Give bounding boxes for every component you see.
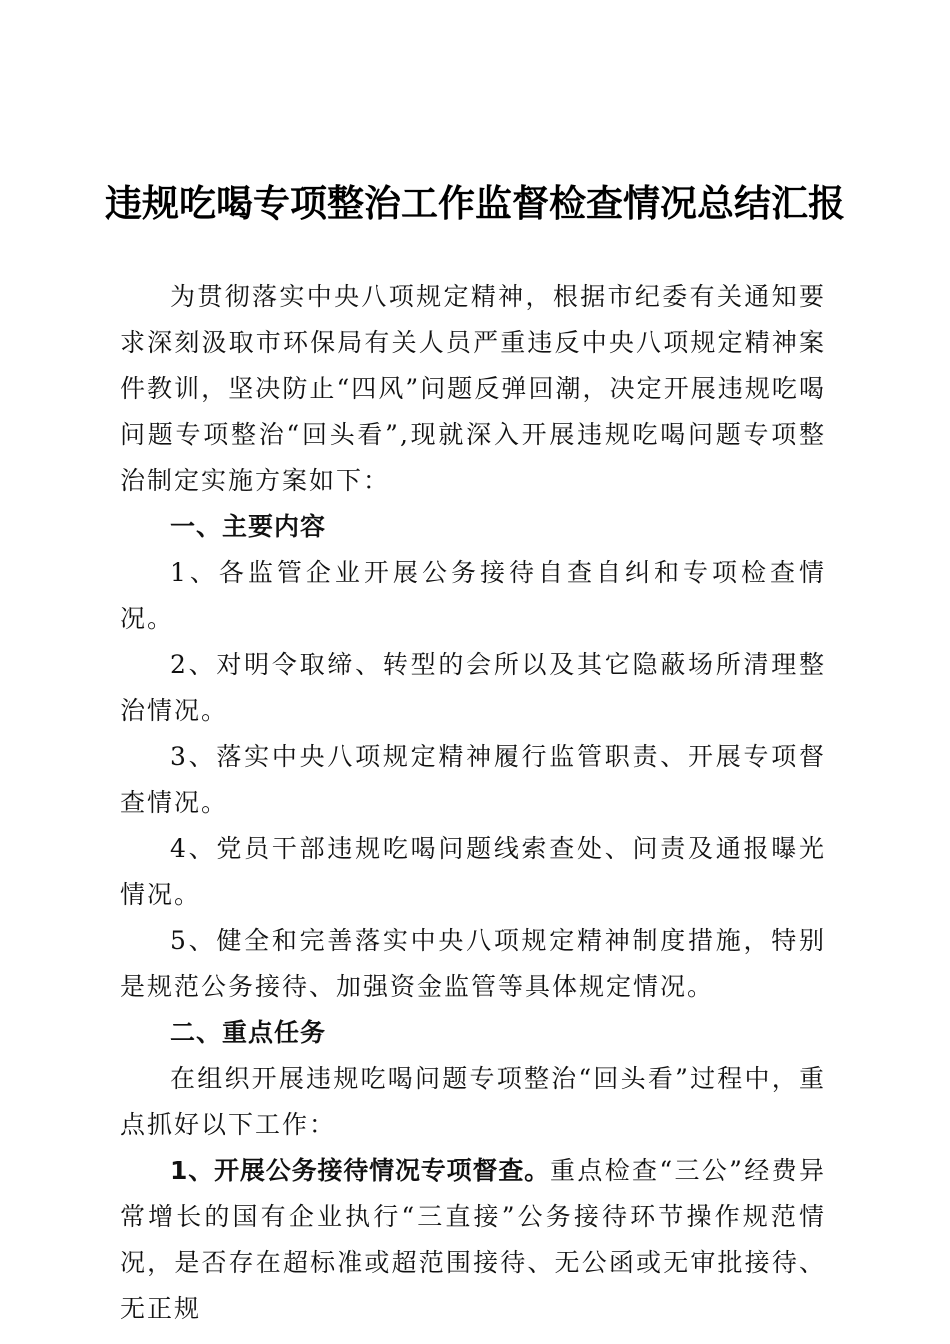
task-item-lead: 1、开展公务接待情况专项督查。: [170, 1156, 551, 1185]
section-heading-main-content: 一、主要内容: [170, 512, 327, 541]
list-item: 3、落实中央八项规定精神履行监管职责、开展专项督查情况。: [120, 742, 826, 817]
task-item-body: 重点检查“三公”经费异常增长的国有企业执行“三直接”公务接待环节操作规范情况，是否存在超标准或超范围接待、无公函或无审批接待、无正规: [120, 1156, 826, 1323]
list-item: 1、各监管企业开展公务接待自查自纠和专项检查情况。: [120, 558, 826, 633]
intro-paragraph: 为贯彻落实中央八项规定精神，根据市纪委有关通知要求深刻汲取市环保局有关人员严重违反中央八项规定精神案件教训，坚决防止“四风”问题反弹回潮，决定开展违规吃喝问题专项整治“回头看”,现就深入开展违规吃喝问题专项整治制定实施方案如下：: [120, 282, 826, 495]
list-item: 4、党员干部违规吃喝问题线索查处、问责及通报曝光情况。: [120, 834, 826, 909]
task-item-paragraph: [120, 1148, 826, 1332]
document-body: [120, 274, 826, 1332]
list-item: 2、对明令取缔、转型的会所以及其它隐蔽场所清理整治情况。: [120, 650, 826, 725]
section-heading-key-tasks: 二、重点任务: [170, 1018, 327, 1047]
document-title: 违规吃喝专项整治工作监督检查情况总结汇报: [105, 181, 845, 225]
list-item: 5、健全和完善落实中央八项规定精神制度措施，特别是规范公务接待、加强资金监管等具体规定情况。: [120, 926, 826, 1001]
section2-intro-paragraph: 在组织开展违规吃喝问题专项整治“回头看”过程中，重点抓好以下工作：: [120, 1064, 826, 1139]
